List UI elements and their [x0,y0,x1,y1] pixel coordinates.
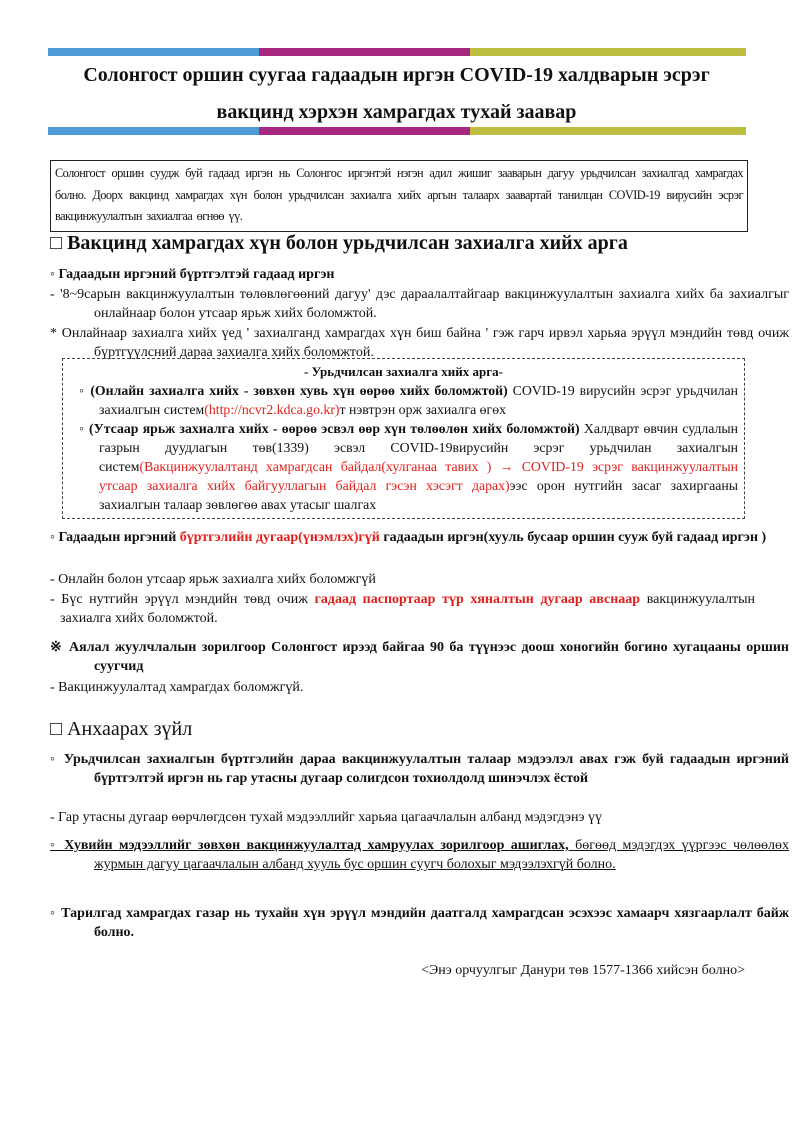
bullet-vaccination-site: ◦ Тарилгад хамрагдах газар нь тухайн хүн эрүүл мэндийн даатгалд хамрагдсан эсэхээс хамаарч хязгаарлалт байж болно. [50,906,789,940]
bar-purple [259,48,470,56]
title-line-2: вакцинд хэрхэн хамрагдах тухай заавар [216,101,577,123]
paragraph-no-online: - Онлайн болон утсаар ярьж захиалга хийх боломжгүй [50,572,376,587]
phone-text: Халдварт өвчин судлалын газрын дуудлагын төв(1339) эсвэл COVID-19вирусийн эсрэг урьдчилан захиалгын систем [99,421,739,474]
reservation-methods-box [62,358,745,519]
section-1-heading: □ Вакцинд хамрагдах хүн болон урьдчилсан захиалга хийх арга [50,232,628,254]
bottom-color-bar [48,127,746,135]
bullet-privacy [50,836,789,874]
bar-blue [48,48,259,56]
privacy-bold: ◦ Хувийн мэдээллийг зөвхөн вакцинжуулалтад хамруулах зорилгоор ашиглах, [50,838,569,853]
bar-olive [470,127,746,135]
reservation-link[interactable]: (http://ncvr2.kdca.go.kr) [204,402,340,417]
translation-credit: <Энэ орчуулгыг Данури төв 1577-1366 хийсэн болно> [421,963,745,978]
subheading-registered: ◦ Гадаадын иргэний бүртгэлтэй гадаад иргэн [50,267,335,282]
box-title: - Урьдчилсан захиалга хийх арга- [304,364,503,379]
p4-pre: - Бүс нутгийн эрүүл мэндийн төвд очиж [50,592,315,607]
phone-text-end: ээс орон нутгийн засаг захиргааны захиалгын талаар зөвлөгөө авах утасыг шалгах [99,478,738,512]
intro-box: Солонгост оршин суудж буй гадаад иргэн нь Солонгос иргэнтэй нэгэн адил жишиг зааварын дагуу урьдчилсан захиалгад хамрагдах болно. Доорх вакцинд хамрагдах хүн болон урьдчилсан захиалга хийх аргын талаарх заавартай танилцан COVID-19 вирусийн эсрэг вакцинжуулалтын захиалгаа өгнөө үү. [50,160,748,232]
online-text-end: т нэвтрэн орж захиалга өгөх [339,402,507,417]
page-title [40,60,753,128]
bar-purple [259,127,470,135]
sub2-pre: ◦ Гадаадын иргэний [50,530,180,545]
subheading-unregistered [50,528,789,547]
online-text: COVID-19 вирусийн эсрэг урьдчилан захиалгын систем [99,383,738,417]
bar-blue [48,127,259,135]
paragraph-not-eligible: - Вакцинжуулалтад хамрагдах боломжгүй. [50,680,304,695]
box-item-phone [69,419,738,514]
note-tourists: ※ Аялал жуулчлалын зорилгоор Солонгост ирээд байгаа 90 ба түүнээс доош хоногийн богино хугацааны оршин суугчид [50,640,789,674]
top-color-bar [48,48,746,56]
title-line-1: Солонгост оршин суугаа гадаадын иргэн COVID-19 халдварын эсрэг [83,64,710,86]
paragraph-immigration: - Гар утасны дугаар өөрчлөгдсөн тухай мэдээллийг харьяа цагаачлалын албанд мэдэгдэнэ үү [50,810,603,825]
p4-post: вакцинжуулалтын захиалга хийх боломжтой. [60,592,756,626]
sub2-red: бүртгэлийн дугаар(үнэмлэх)гүй [179,530,380,545]
phone-instructions: (Вакцинжуулалтанд хамрагдсан байдал(хулганаа тавих ) → COVID-19 эсрэг вакцинжуулалтын утсаар захиалга хийх байгууллагын байдал гэсэн хэсэгт дарах) [99,459,738,493]
box-item-online [69,381,738,419]
online-label: ◦ (Онлайн захиалга хийх - зөвхөн хувь хүн өөрөө хийх боломжтой) [79,383,508,398]
section-2-heading: □ Анхаарах зүйл [50,718,193,740]
privacy-rest: бөгөөд мэдэгдэх үүргээс чөлөөлөх журмын дагуу цагаачлалын албанд хууль бус оршин суугч болохыг мэдээлэхгүй болно. [94,838,790,872]
paragraph-online-note: * Онлайнаар захиалга хийх үед ' захиалганд хамрагдах хүн биш байна ' гэж гарч ирвэл харьяа эрүүл мэндийн төвд очиж бүртгүүлсний дараа захиалга хийх боломжтой. [50,326,789,360]
p4-red: гадаад паспортаар түр хяналтын дугаар авснаар [314,592,641,607]
bar-olive [470,48,746,56]
paragraph-schedule: - '8~9сарын вакцинжуулалтын төлөвлөгөөний дагуу' дэс дараалалтайгаар вакцинжуулалтын захиалга хийх ба захиалгыг онлайнаар болон утсаар ярьж хийх боломжтой. [50,287,789,321]
phone-label: ◦ (Утсаар ярьж захиалга хийх - өөрөө эсвэл өөр хүн төлөөлөн хийх боломжтой) [79,421,580,436]
sub2-post: гадаадын иргэн(хууль бусаар оршин сууж буй гадаад иргэн ) [379,530,767,545]
paragraph-passport [50,590,755,628]
bullet-phone-update: ◦ Урьдчилсан захиалгын бүртгэлийн дараа вакцинжуулалтын талаар мэдээлэл авах гэж буй гадаадын иргэний бүртгэлтэй иргэн нь гар утасны дугаар солигдсон тохиолдолд шинэчлэх ёстой [50,752,789,786]
